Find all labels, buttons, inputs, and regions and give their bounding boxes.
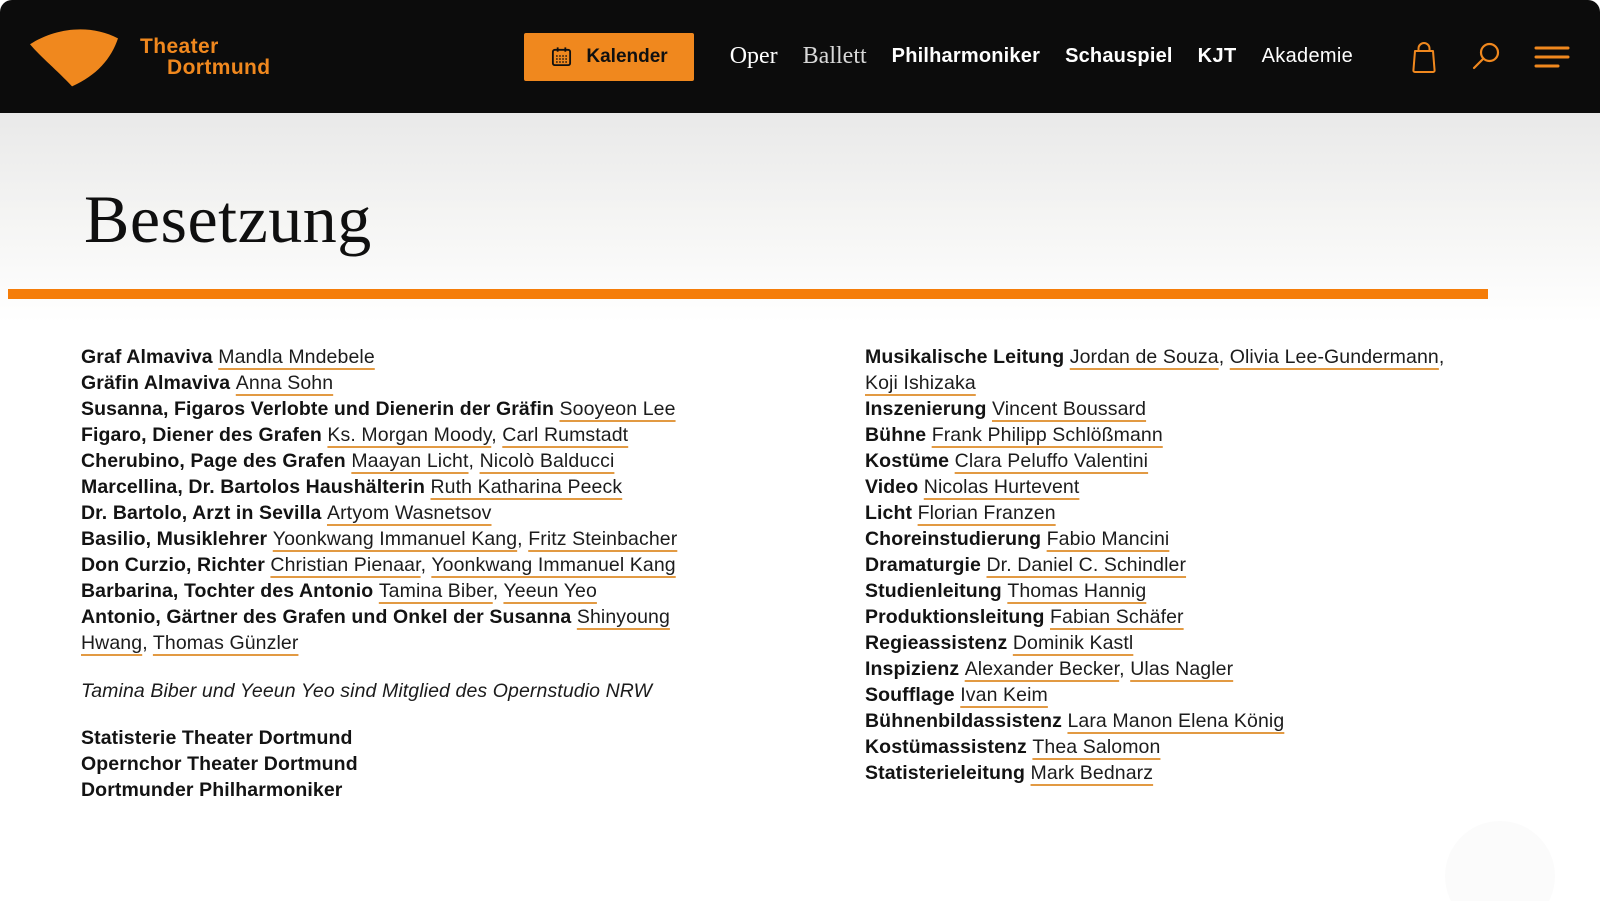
person-link[interactable]: Koji Ishizaka <box>865 372 976 394</box>
role-label: Don Curzio, Richter <box>81 554 271 576</box>
person-link[interactable]: Ruth Katharina Peeck <box>430 476 623 498</box>
person-link[interactable]: Carl Rumstadt <box>502 424 629 446</box>
cast-entry: Barbarina, Tochter des Antonio Tamina Biber, Yeeun Yeo <box>81 580 597 602</box>
cast-columns <box>0 344 1600 803</box>
role-label: Bühne <box>865 424 932 446</box>
person-link[interactable]: Ks. Morgan Moody <box>327 424 492 446</box>
cast-entry <box>865 422 1465 448</box>
person-link[interactable]: Dominik Kastl <box>1012 632 1134 654</box>
cast-column-production <box>865 344 1465 803</box>
role-label: Regieassistenz <box>865 632 1013 654</box>
person-link[interactable]: Maayan Licht <box>351 450 469 472</box>
role-label: Barbarina, Tochter des Antonio <box>81 580 379 602</box>
person-link[interactable]: Mark Bednarz <box>1030 762 1154 784</box>
cast-entry <box>865 552 1465 578</box>
top-navigation-bar <box>0 0 1600 113</box>
person-link[interactable]: Vincent Boussard <box>991 398 1147 420</box>
person-link[interactable]: Thea Salomon <box>1032 736 1161 758</box>
role-label: Antonio, Gärtner des Grafen und Onkel der Susanna <box>81 606 577 628</box>
person-link[interactable]: Tamina Biber <box>378 580 493 602</box>
cast-entry: Musikalische Leitung Jordan de Souza, Olivia Lee-Gundermann, Koji Ishizaka <box>865 346 1445 394</box>
nav-item-kjt[interactable]: KJT <box>1197 45 1237 67</box>
cast-entry: Cherubino, Page des Grafen Maayan Licht, Nicolò Balducci <box>81 450 615 472</box>
role-label: Figaro, Diener des Grafen <box>81 424 328 446</box>
person-link[interactable]: Artyom Wasnetsov <box>326 502 492 524</box>
cast-entry <box>865 682 1465 708</box>
person-link[interactable]: Ivan Keim <box>960 684 1048 706</box>
search-icon[interactable] <box>1470 40 1503 73</box>
cast-entry <box>865 760 1465 786</box>
cast-entry <box>865 448 1465 474</box>
role-label: Marcellina, Dr. Bartolos Haushälterin <box>81 476 431 498</box>
nav-item-philharmoniker[interactable]: Philharmoniker <box>891 45 1041 67</box>
person-link[interactable]: Lara Manon Elena König <box>1067 710 1285 732</box>
cast-entry <box>81 396 703 422</box>
calendar-button[interactable] <box>524 33 693 81</box>
cast-entry <box>865 708 1465 734</box>
cast-entry <box>865 578 1465 604</box>
role-label: Musikalische Leitung <box>865 346 1070 368</box>
person-link[interactable]: Clara Peluffo Valentini <box>954 450 1149 472</box>
cast-entry <box>865 474 1465 500</box>
person-link[interactable]: Jordan de Souza <box>1069 346 1219 368</box>
shopping-bag-icon[interactable] <box>1409 40 1439 74</box>
cast-entry <box>865 604 1465 630</box>
floating-widget-button[interactable] <box>1445 821 1555 901</box>
ensemble-line: Dortmunder Philharmoniker <box>81 779 343 801</box>
cast-entry <box>865 500 1465 526</box>
person-link[interactable]: Fabio Mancini <box>1046 528 1170 550</box>
role-label: Inspizienz <box>865 658 965 680</box>
role-label: Cherubino, Page des Grafen <box>81 450 352 472</box>
person-link[interactable]: Dr. Daniel C. Schindler <box>986 554 1187 576</box>
person-link[interactable]: Mandla Mndebele <box>218 346 375 368</box>
main-nav <box>730 43 1353 70</box>
header-icon-group <box>1409 40 1570 74</box>
cast-role-list <box>81 344 703 656</box>
logo-line1: Theater <box>140 34 219 58</box>
cast-entry <box>81 474 703 500</box>
cast-entry <box>81 500 703 526</box>
main-content <box>0 113 1600 901</box>
cast-entry: Figaro, Diener des Grafen Ks. Morgan Moody, Carl Rumstadt <box>81 424 629 446</box>
cast-entry <box>865 526 1465 552</box>
person-link[interactable]: Alexander Becker <box>964 658 1120 680</box>
person-link[interactable]: Frank Philipp Schlößmann <box>931 424 1163 446</box>
orange-divider <box>8 289 1488 299</box>
cast-entry <box>865 734 1465 760</box>
person-link[interactable]: Nicolò Balducci <box>479 450 615 472</box>
person-link[interactable]: Shinyoung Hwang <box>81 606 670 654</box>
cast-column-roles <box>81 344 703 803</box>
cast-entry <box>81 370 703 396</box>
production-credit-list <box>865 344 1465 786</box>
person-link[interactable]: Fabian Schäfer <box>1049 606 1184 628</box>
cast-entry <box>865 396 1465 422</box>
logo-wordmark <box>140 36 271 78</box>
person-link[interactable]: Anna Sohn <box>235 372 334 394</box>
nav-item-akademie[interactable]: Akademie <box>1261 45 1353 67</box>
person-link[interactable]: Yeeun Yeo <box>503 580 597 602</box>
calendar-button-label: Kalender <box>586 45 668 67</box>
person-link[interactable]: Thomas Günzler <box>152 632 299 654</box>
role-label: Kostüme <box>865 450 955 472</box>
role-label: Bühnenbildassistenz <box>865 710 1068 732</box>
cast-entry: Don Curzio, Richter Christian Pienaar, Yoonkwang Immanuel Kang <box>81 554 676 576</box>
person-link[interactable]: Yoonkwang Immanuel Kang <box>272 528 518 550</box>
person-link[interactable]: Christian Pienaar <box>270 554 421 576</box>
role-label: Choreinstudierung <box>865 528 1047 550</box>
role-label: Basilio, Musiklehrer <box>81 528 273 550</box>
cast-entry <box>81 344 703 370</box>
calendar-icon <box>550 45 573 68</box>
role-label: Susanna, Figaros Verlobte und Dienerin der Gräfin <box>81 398 560 420</box>
role-label: Soufflage <box>865 684 961 706</box>
role-label: Kostümassistenz <box>865 736 1033 758</box>
role-label: Produktionsleitung <box>865 606 1050 628</box>
role-label: Studienleitung <box>865 580 1008 602</box>
role-label: Dr. Bartolo, Arzt in Sevilla <box>81 502 327 524</box>
person-link[interactable]: Fritz Steinbacher <box>528 528 678 550</box>
role-label: Statisterieleitung <box>865 762 1031 784</box>
cast-entry: Basilio, Musiklehrer Yoonkwang Immanuel Kang, Fritz Steinbacher <box>81 528 678 550</box>
ensemble-list <box>81 725 703 803</box>
person-link[interactable]: Nicolas Hurtevent <box>923 476 1080 498</box>
nav-item-schauspiel[interactable]: Schauspiel <box>1065 45 1173 67</box>
person-link[interactable]: Florian Franzen <box>917 502 1056 524</box>
role-label: Dramaturgie <box>865 554 987 576</box>
nav-item-oper[interactable]: Oper <box>729 43 778 69</box>
person-link[interactable]: Ulas Nagler <box>1130 658 1234 680</box>
cast-entry <box>865 630 1465 656</box>
role-label: Graf Almaviva <box>81 346 219 368</box>
logo-fan-icon <box>30 27 118 87</box>
person-link[interactable]: Sooyeon Lee <box>559 398 676 420</box>
menu-icon[interactable] <box>1534 44 1570 70</box>
cast-entry: Inspizienz Alexander Becker, Ulas Nagler <box>865 658 1234 680</box>
opernstudio-note: Tamina Biber und Yeeun Yeo sind Mitglied des Opernstudio NRW <box>81 680 653 702</box>
cast-entry: Antonio, Gärtner des Grafen und Onkel der Susanna Shinyoung Hwang, Thomas Günzler <box>81 606 670 654</box>
page-title: Besetzung <box>84 181 372 257</box>
nav-item-ballett[interactable]: Ballett <box>802 43 867 69</box>
role-label: Licht <box>865 502 918 524</box>
person-link[interactable]: Olivia Lee-Gundermann <box>1229 346 1439 368</box>
person-link[interactable]: Thomas Hannig <box>1007 580 1147 602</box>
ensemble-line: Opernchor Theater Dortmund <box>81 753 358 775</box>
role-label: Inszenierung <box>865 398 992 420</box>
role-label: Video <box>865 476 924 498</box>
person-link[interactable]: Yoonkwang Immanuel Kang <box>431 554 676 576</box>
logo-line2: Dortmund <box>167 55 271 79</box>
theater-dortmund-logo[interactable] <box>30 27 271 87</box>
role-label: Gräfin Almaviva <box>81 372 236 394</box>
ensemble-line: Statisterie Theater Dortmund <box>81 727 353 749</box>
